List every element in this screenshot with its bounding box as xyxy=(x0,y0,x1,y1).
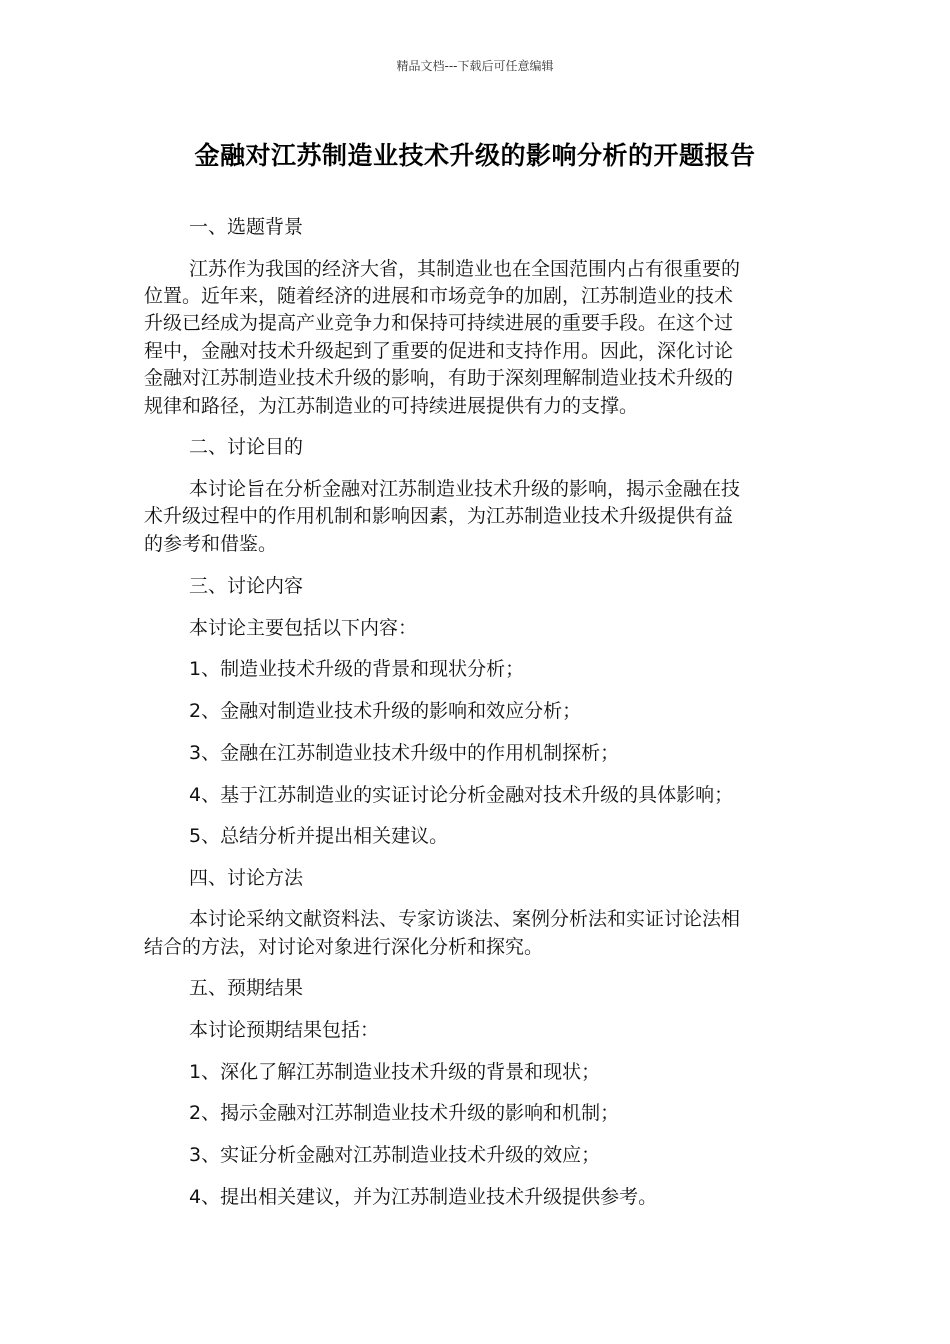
paragraph-line: 结合的方法，对讨论对象进行深化分析和探究。 xyxy=(144,936,544,958)
paragraph-line: 本讨论采纳文献资料法、专家访谈法、案例分析法和实证讨论法相 xyxy=(189,908,741,930)
paragraph-line: 本讨论预期结果包括： xyxy=(189,1019,380,1041)
list-item: 1、深化了解江苏制造业技术升级的背景和现状； xyxy=(189,1061,601,1083)
list-item: 2、金融对制造业技术升级的影响和效应分析； xyxy=(189,700,582,722)
list-item: 4、基于江苏制造业的实证讨论分析金融对技术升级的具体影响； xyxy=(189,784,734,806)
section-heading-results: 五、预期结果 xyxy=(189,977,304,999)
paragraph-line: 本讨论旨在分析金融对江苏制造业技术升级的影响，揭示金融在技 xyxy=(189,478,741,500)
list-item: 3、金融在江苏制造业技术升级中的作用机制探析； xyxy=(189,742,620,764)
document-title: 金融对江苏制造业技术升级的影响分析的开题报告 xyxy=(194,141,756,170)
section-heading-method: 四、讨论方法 xyxy=(189,867,304,889)
paragraph-line: 江苏作为我国的经济大省，其制造业也在全国范围内占有很重要的 xyxy=(189,258,741,280)
paragraph-line: 金融对江苏制造业技术升级的影响，有助于深刻理解制造业技术升级的 xyxy=(144,367,734,389)
paragraph-line: 术升级过程中的作用机制和影响因素，为江苏制造业技术升级提供有益 xyxy=(144,505,734,527)
paragraph-line: 位置。近年来，随着经济的进展和市场竞争的加剧，江苏制造业的技术 xyxy=(144,285,734,307)
paragraph-line: 的参考和借鉴。 xyxy=(144,533,278,555)
paragraph-line: 升级已经成为提高产业竞争力和保持可持续进展的重要手段。在这个过 xyxy=(144,312,734,334)
paragraph-line: 程中，金融对技术升级起到了重要的促进和支持作用。因此，深化讨论 xyxy=(144,340,734,362)
page-header-note: 精品文档---下载后可任意编辑 xyxy=(396,59,554,73)
section-heading-content: 三、讨论内容 xyxy=(189,575,304,597)
list-item: 1、制造业技术升级的背景和现状分析； xyxy=(189,658,525,680)
paragraph-line: 规律和路径，为江苏制造业的可持续进展提供有力的支撑。 xyxy=(144,395,639,417)
section-heading-purpose: 二、讨论目的 xyxy=(189,436,304,458)
list-item: 5、总结分析并提出相关建议。 xyxy=(189,825,449,847)
list-item: 4、提出相关建议，并为江苏制造业技术升级提供参考。 xyxy=(189,1186,658,1208)
section-heading-background: 一、选题背景 xyxy=(189,216,304,238)
list-item: 3、实证分析金融对江苏制造业技术升级的效应； xyxy=(189,1144,601,1166)
paragraph-line: 本讨论主要包括以下内容： xyxy=(189,617,418,639)
list-item: 2、揭示金融对江苏制造业技术升级的影响和机制； xyxy=(189,1102,620,1124)
